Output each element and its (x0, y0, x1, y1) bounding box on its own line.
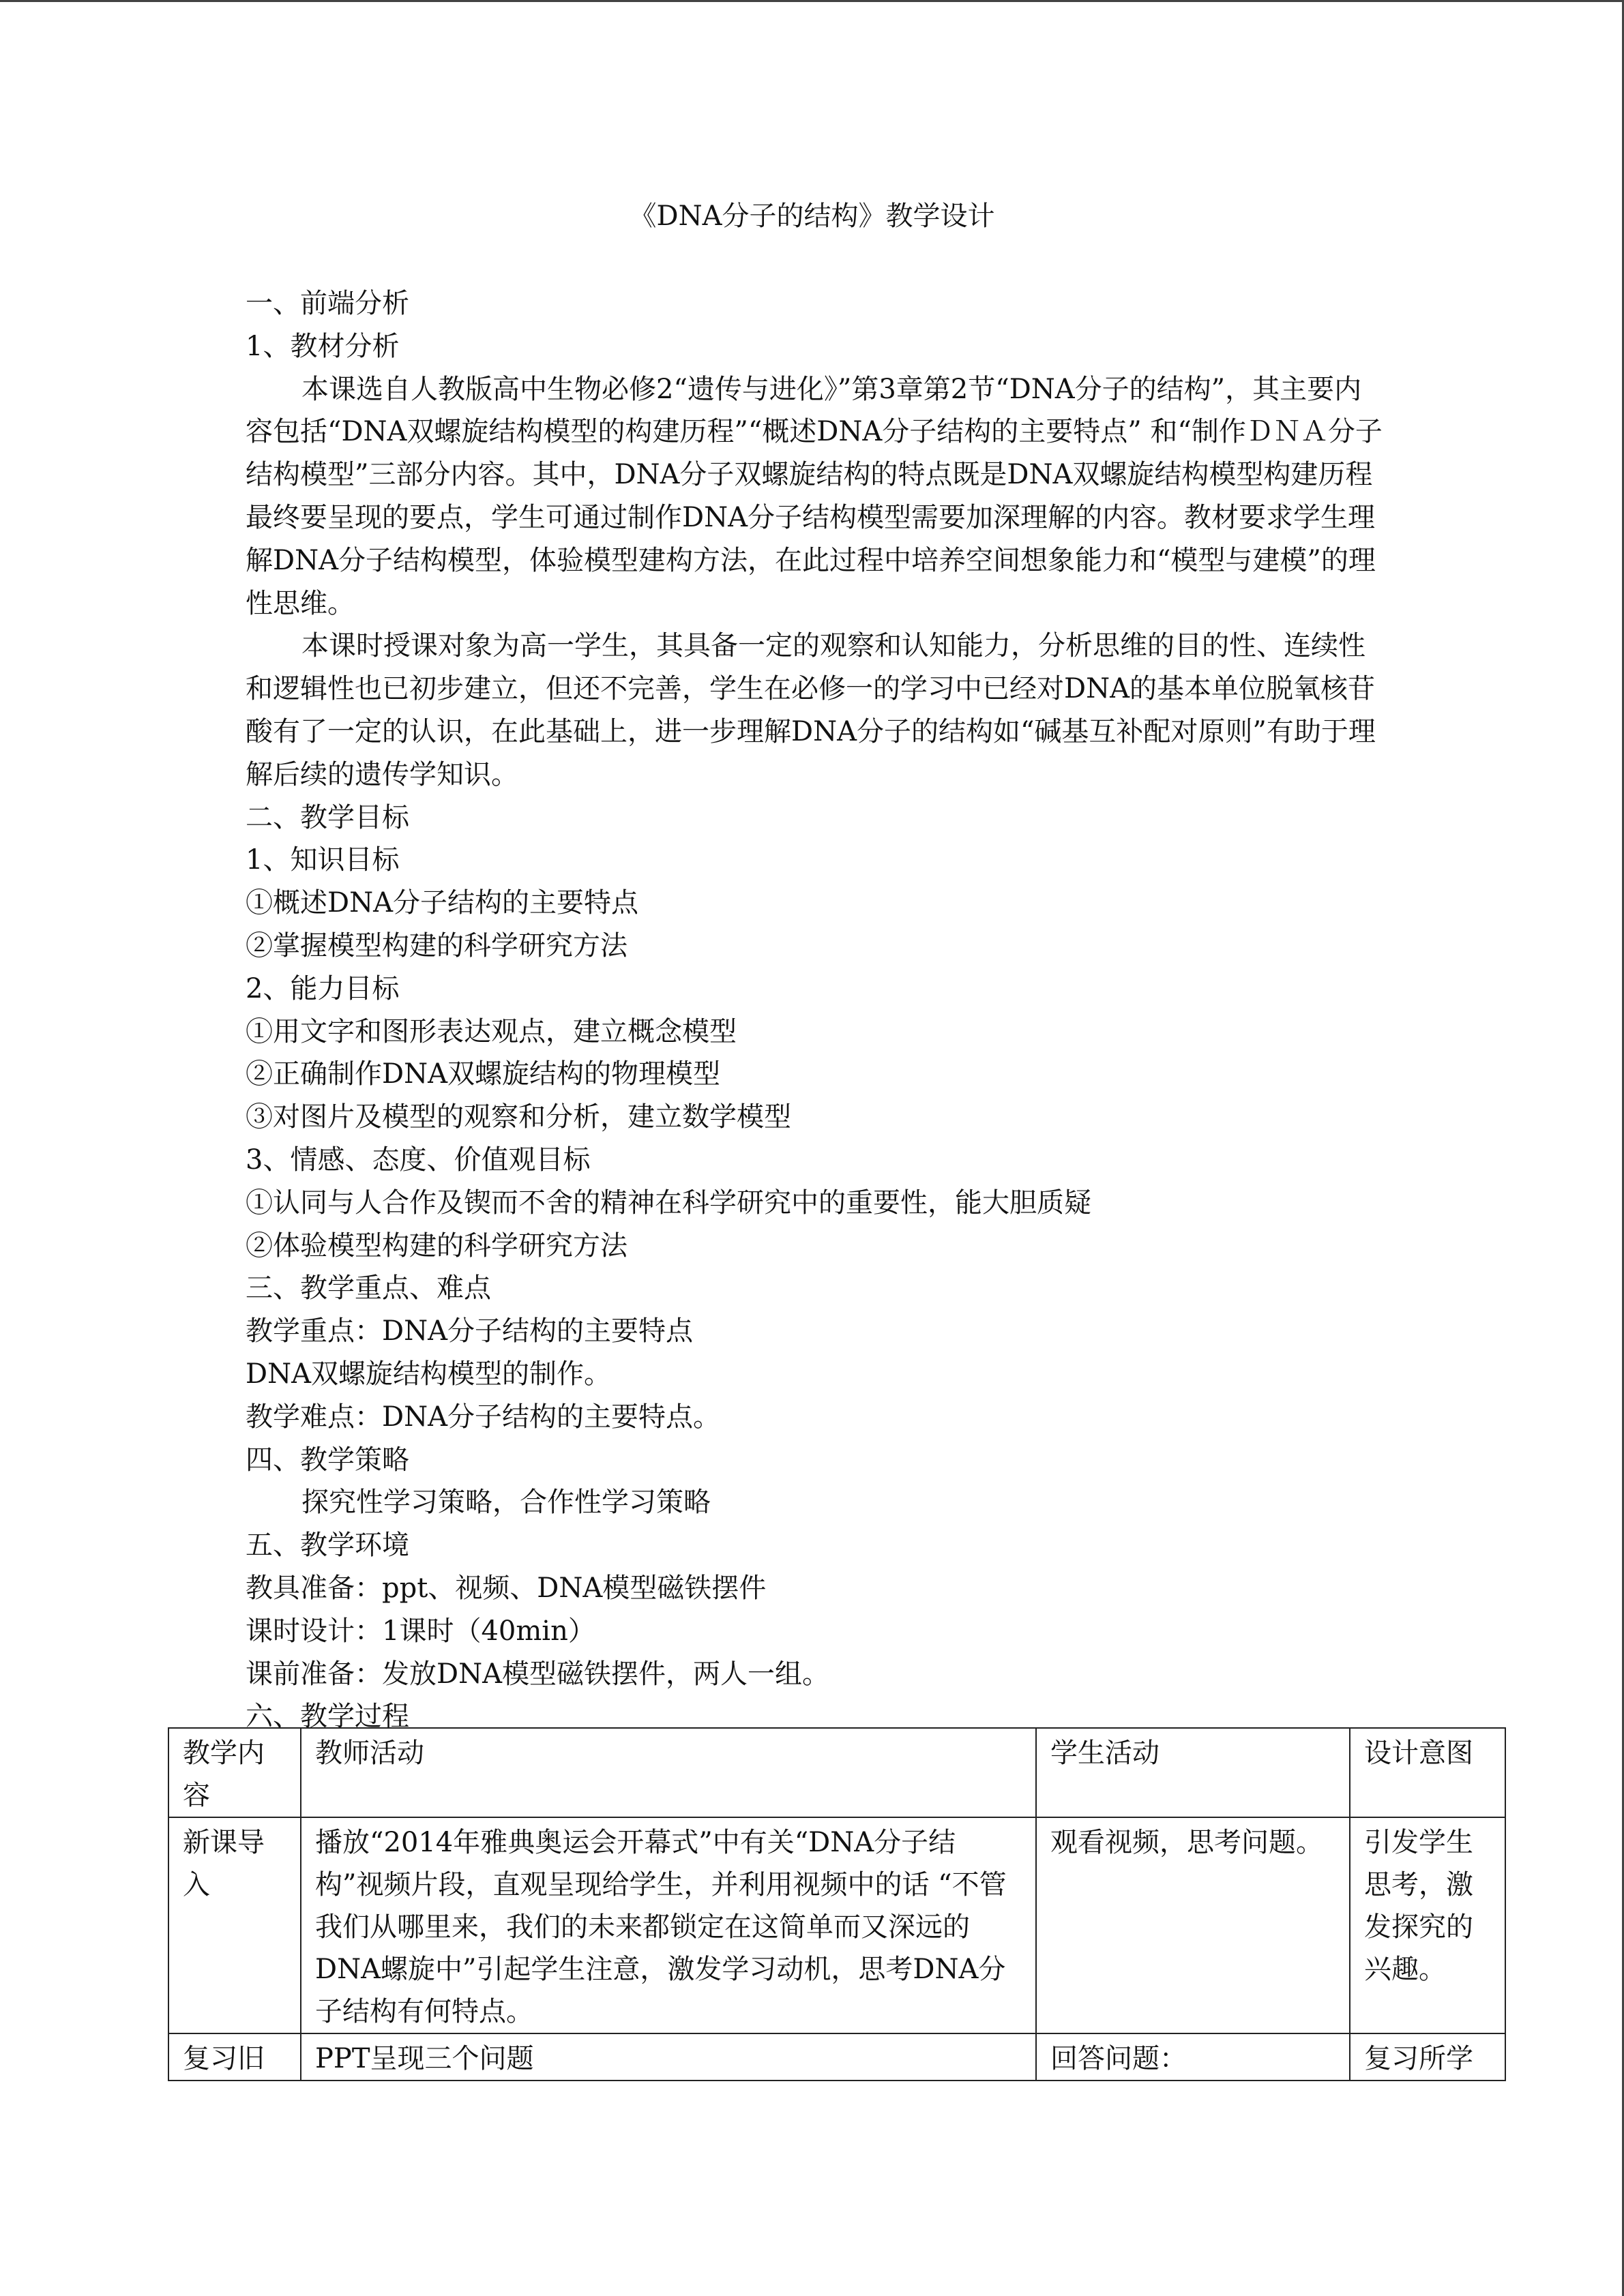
table-cell: 引发学生思考，激发探究的兴趣。 (1350, 1817, 1505, 2033)
table-header-cell: 教师活动 (301, 1728, 1036, 1817)
list-item: ①概述DNA分子结构的主要特点 (246, 887, 638, 919)
list-item: ②掌握模型构建的科学研究方法 (246, 929, 628, 961)
list-item: ③对图片及模型的观察和分析，建立数学模型 (246, 1101, 791, 1133)
document-title: 《DNA分子的结构》教学设计 (629, 200, 995, 232)
subsection-heading: 2、能力目标 (246, 972, 400, 1004)
table-cell: 复习旧 (168, 2033, 301, 2081)
table-header-cell: 设计意图 (1350, 1728, 1505, 1817)
table-header-row (168, 1728, 1505, 1817)
section-heading: 二、教学目标 (246, 801, 409, 833)
text-line: 课前准备：发放DNA模型磁铁摆件，两人一组。 (246, 1658, 829, 1690)
table-cell: 回答问题： (1036, 2033, 1350, 2081)
text-line: DNA双螺旋结构模型的制作。 (246, 1358, 611, 1390)
table-cell: PPT呈现三个问题 (301, 2033, 1036, 2081)
table-header-cell: 学生活动 (1036, 1728, 1350, 1817)
document-body (246, 282, 1385, 1738)
section-heading: 四、教学策略 (246, 1444, 409, 1476)
text-line: 教学难点：DNA分子结构的主要特点。 (246, 1401, 720, 1433)
section-heading: 三、教学重点、难点 (246, 1272, 491, 1304)
table-cell: 新课导入 (168, 1817, 301, 2033)
section-heading: 六、教学过程 (246, 1701, 409, 1733)
table-row (168, 1817, 1505, 2033)
teaching-process-table (168, 1727, 1506, 2081)
table-cell: 播放“2014年雅典奥运会开幕式”中有关“DNA分子结构”视频片段，直观呈现给学生，并利用视频中的话 “不管我们从哪里来，我们的未来都锁定在这简单而又深远的DNA螺旋中”引起学生注意，激发学习动机，思考DNA分子结构有何特点。 (301, 1817, 1036, 2033)
list-item: ①用文字和图形表达观点，建立概念模型 (246, 1015, 737, 1047)
section-heading: 五、教学环境 (246, 1530, 409, 1562)
table-header-cell: 教学内容 (168, 1728, 301, 1817)
text-line: 教学重点：DNA分子结构的主要特点 (246, 1315, 693, 1347)
section-heading: 一、前端分析 (246, 288, 409, 319)
text-line: 课时设计：1课时（40min） (246, 1615, 595, 1647)
table-cell: 复习所学 (1350, 2033, 1505, 2081)
list-item: ②正确制作DNA双螺旋结构的物理模型 (246, 1058, 720, 1090)
body-paragraph: 本课选自人教版高中生物必修2“遗传与进化》”第3章第2节“DNA分子的结构”，其主要内容包括“DNA双螺旋结构模型的构建历程”“概述DNA分子结构的主要特点” 和“制作ＤＮＡ分子结构模型”三部分内容。其中，DNA分子双螺旋结构的特点既是DNA双螺旋结构模型构建历程最终要呈现的要点，学生可通过制作DNA分子结构模型需要加深理解的内容。教材要求学生理解DNA分子结构模型，体验模型建构方法，在此过程中培养空间想象能力和“模型与建模”的理性思维。 (246, 373, 1383, 619)
text-line: 探究性学习策略，合作性学习策略 (301, 1487, 711, 1519)
subsection-heading: 1、教材分析 (246, 330, 400, 362)
subsection-heading: 3、情感、态度、价值观目标 (246, 1144, 591, 1176)
text-line: 教具准备：ppt、视频、DNA模型磁铁摆件 (246, 1572, 767, 1604)
table-row (168, 2033, 1505, 2081)
list-item: ①认同与人合作及锲而不舍的精神在科学研究中的重要性，能大胆质疑 (246, 1187, 1091, 1219)
body-paragraph: 本课时授课对象为高一学生，其具备一定的观察和认知能力，分析思维的目的性、连续性和逻辑性也已初步建立，但还不完善，学生在必修一的学习中已经对DNA的基本单位脱氧核苷酸有了一定的认识，在此基础上，进一步理解DNA分子的结构如“碱基互补配对原则”有助于理解后续的遗传学知识。 (246, 630, 1376, 790)
table-cell: 观看视频，思考问题。 (1036, 1817, 1350, 2033)
list-item: ②体验模型构建的科学研究方法 (246, 1229, 628, 1262)
subsection-heading: 1、知识目标 (246, 844, 400, 876)
